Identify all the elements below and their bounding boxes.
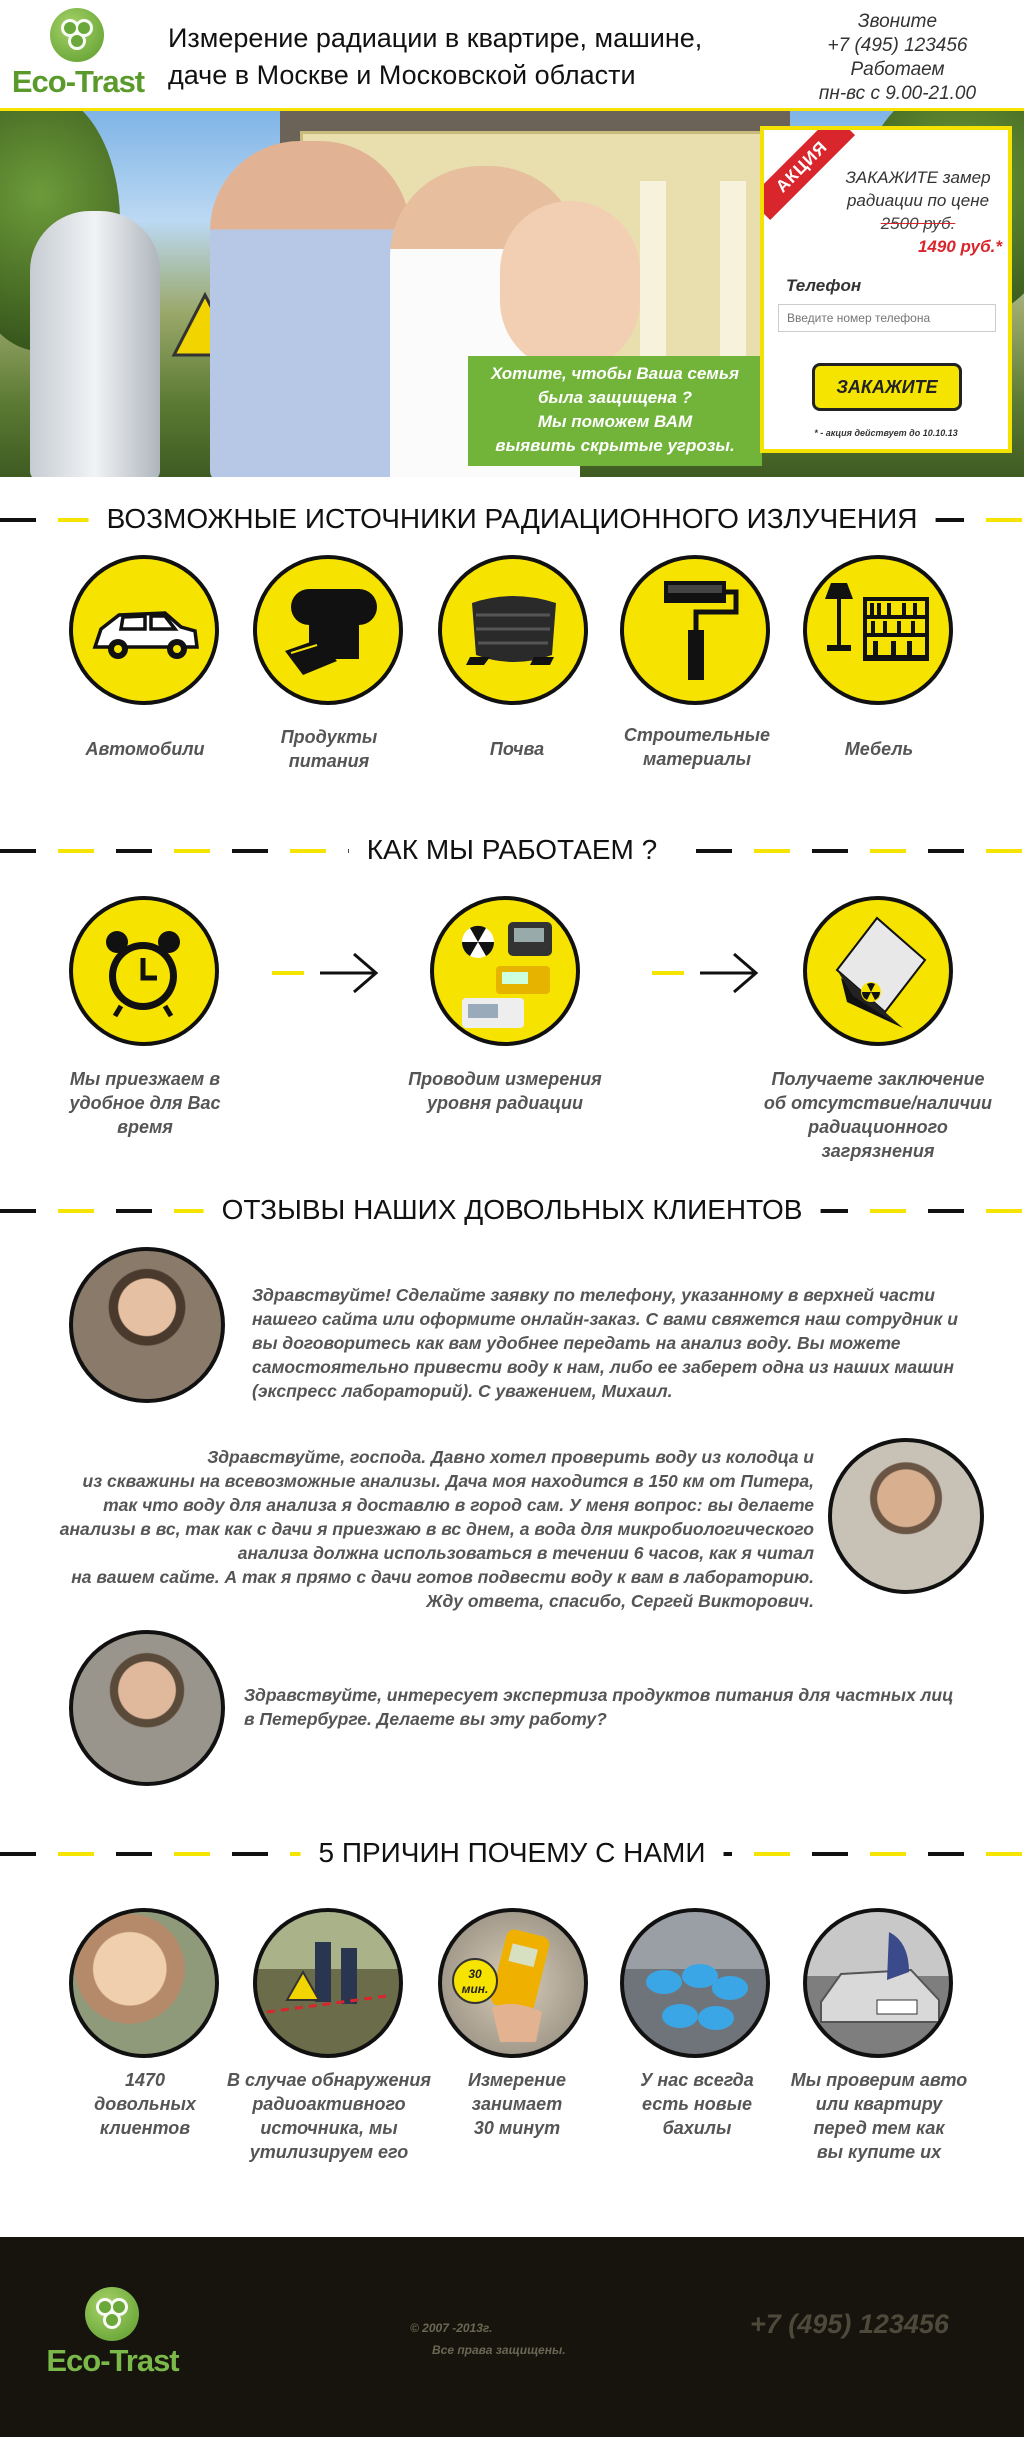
review-text: Здравствуйте! Сделайте заявку по телефону, указанному в верхней части нашего сайта или оформите онлайн-заказ. С вами свяжется наш сотрудник и вы договоритесь как вам удобнее передать на анализ воду. Вы можете самостоятельно привести воду к нам, либо ее заберет одна из наших машин (экспресс лабораторий). С уважением, Михаил. [252,1285,958,1401]
review-text: Здравствуйте, господа. Давно хотел проверить воду из колодца и из скважины на всевозможные анализы. Дача моя находится в 150 км от Питера, так что воду для анализа я доставлю в город сам. У меня вопрос: вы делаете анализы в вс, так как с дачи я приезжаю в вс днем, а вода для микробиологического анализа должна использоваться в течении 6 часов, как я читал на вашем сайте. А так я прямо с дачи готов подвести воду к вам в лабораторию. Жду ответа, спасибо, Сергей Викторович. [59,1447,814,1611]
review-text: Здравствуйте, интересует экспертиза продуктов питания для частных лиц в Петербурге. Делаете вы эту работу? [244,1685,954,1729]
site-header [0,0,1024,111]
section-title-label: 5 ПРИЧИН ПОЧЕМУ С НАМИ [301,1833,724,1873]
report-folder-icon [803,896,953,1046]
reason-caption: У нас всегда есть новые бахилы [640,2070,754,2138]
promo-order-form [760,126,1012,453]
new-price: 1490 руб. [917,237,996,256]
hours-value: пн-вс с 9.00-21.00 [818,83,977,104]
logo[interactable] [8,8,148,98]
arrow-right-icon [272,948,382,998]
reason-caption: 1470 довольных клиентов [94,2070,196,2138]
shoe-covers-photo [620,1908,770,2058]
section-title-label: ВОЗМОЖНЫЕ ИСТОЧНИКИ РАДИАЦИОННОГО ИЗЛУЧЕНИЯ [89,499,936,539]
step-caption: Мы приезжаем в удобное для Вас время [69,1069,221,1137]
sources-section-title [0,499,1024,539]
footer-phone[interactable]: +7 (495) 123456 [750,2309,949,2339]
reason-caption: В случае обнаружения радиоактивного источника, мы утилизируем его [226,2070,431,2162]
how-section-title [0,830,1024,870]
family-father-image [210,141,410,477]
avatar [828,1438,984,1594]
alarm-clock-icon [69,896,219,1046]
reviews-section-title [0,1190,1024,1230]
site-footer [0,2237,1024,2437]
logo-text: Eco-Trast [11,64,145,99]
copyright-text: © 2007 -2013г. [410,2321,493,2335]
slogan-line: была защищена ? [538,388,692,407]
hero-slogan [468,356,762,466]
happy-family-photo [69,1908,219,2058]
phone-label: Телефон [786,276,862,295]
reason-caption: Мы проверим авто или квартиру перед тем как вы купите их [790,2070,968,2162]
promo-note: * - акция действует до 10.10.13 [814,428,958,438]
page-title: Измерение радиации в квартире, машине, даче в Москве и Московской области [168,23,703,90]
thirty-min-badge: 30 мин. [452,1958,498,2004]
promo-offer [828,166,1008,258]
leaf-logo-icon [50,8,104,62]
disposal-team-photo [253,1908,403,2058]
family-baby-image [500,201,640,371]
promo-ribbon: АКЦИЯ [764,130,855,220]
slogan-line: Хотите, чтобы Ваша семья [491,364,739,383]
car-check-photo [803,1908,953,2058]
source-caption: Почва [489,739,545,759]
arrow-right-icon [652,948,762,998]
avatar [69,1247,225,1403]
paint-roller-icon [620,555,770,705]
reason-caption: Измерение занимает 30 минут [467,2070,567,2138]
offer-line: ЗАКАЖИТЕ замер [845,168,991,187]
source-caption: Мебель [844,739,914,759]
soil-icon [438,555,588,705]
section-title-label: ОТЗЫВЫ НАШИХ ДОВОЛЬНЫХ КЛИЕНТОВ [204,1190,821,1230]
footer-copyright [410,2317,610,2361]
step-caption: Получаете заключение об отсутствие/наличии радиационного загрязнения [763,1069,993,1161]
footer-logo-text[interactable]: Eco-Trast [46,2343,179,2378]
offer-line: радиации по цене [846,191,990,210]
source-caption: Строительные материалы [623,725,771,769]
price-asterisk: * [995,237,1002,256]
hazmat-worker-image [30,211,160,477]
avatar [69,1630,225,1786]
slogan-line: Мы поможем ВАМ [537,412,693,431]
slogan-line: выявить скрытые угрозы. [495,436,735,455]
hours-label: Работаем [850,59,945,80]
source-caption: Продукты питания [280,727,378,771]
furniture-icon [803,555,953,705]
car-icon [69,555,219,705]
order-button[interactable]: ЗАКАЖИТЕ [812,363,962,411]
source-caption: Автомобили [85,739,205,759]
phone-input[interactable] [778,304,996,332]
old-price: 2500 руб. [880,214,956,233]
leaf-logo-icon [85,2287,139,2341]
rights-text: Все права защищены. [432,2343,566,2357]
header-contacts [790,10,1005,106]
reasons-section-title [0,1833,1024,1873]
section-title-label: КАК МЫ РАБОТАЕМ ? [349,830,676,870]
step-caption: Проводим измерения уровня радиации [408,1069,602,1113]
call-label: Звоните [857,11,938,32]
dosimeter-photo [438,1908,588,2058]
header-phone[interactable]: +7 (495) 123456 [827,35,968,56]
bread-icon [253,555,403,705]
dosimeter-icon [430,896,580,1046]
